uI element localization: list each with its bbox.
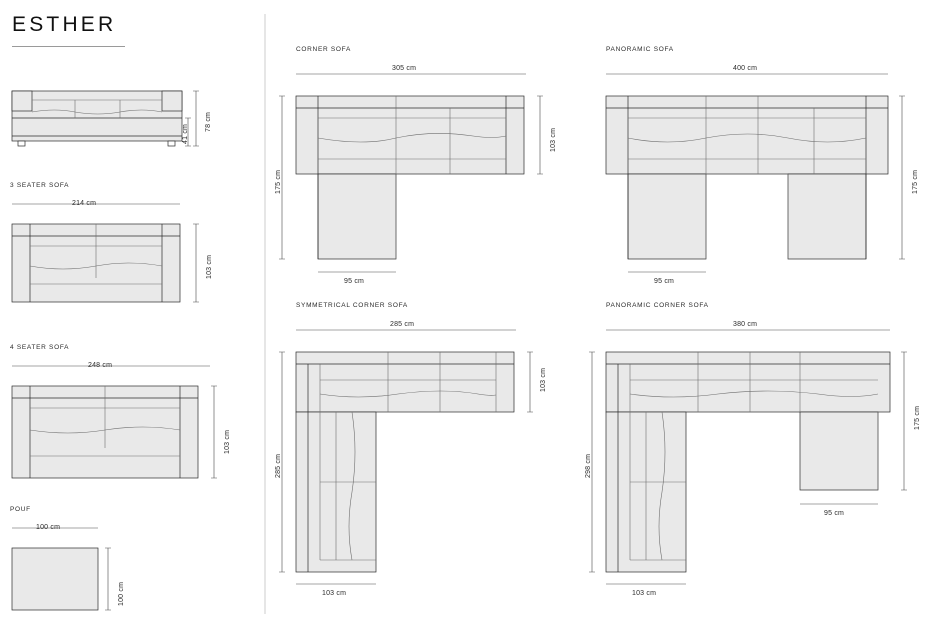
product-panoramic-corner-arm-right-dim: 95 cm: [824, 510, 845, 517]
product-label: PANORAMIC SOFA: [606, 46, 674, 53]
product-panoramic-corner-seat-height-dim: 175 cm: [914, 405, 921, 430]
product-pouf-height-dim: 100 cm: [118, 581, 125, 606]
product-panoramic-corner-width-dim: 380 cm: [733, 321, 758, 328]
product-3-seater-height-dim: 103 cm: [206, 254, 213, 279]
product-pouf: [10, 506, 140, 616]
product-label: 4 SEATER SOFA: [10, 344, 70, 351]
product-corner-drawing: [268, 56, 568, 296]
product-corner-width-dim: 305 cm: [392, 65, 417, 72]
brand-block: [12, 12, 132, 47]
product-panoramic-sofa: [578, 46, 923, 296]
product-symmetrical-width-dim: 285 cm: [390, 321, 415, 328]
product-symmetrical-seat-height-dim: 103 cm: [540, 367, 547, 392]
product-symmetrical-corner-sofa: [268, 302, 568, 622]
product-corner-depth-dim: 175 cm: [275, 169, 282, 194]
product-panoramic-corner-drawing: [578, 312, 923, 612]
product-3-seater-sofa: [10, 182, 240, 307]
product-3-seater-width-dim: 214 cm: [72, 200, 97, 207]
brand-divider: [12, 46, 125, 47]
product-4-seater-height-dim: 103 cm: [224, 429, 231, 454]
product-label: CORNER SOFA: [296, 46, 352, 53]
product-label: POUF: [10, 506, 31, 513]
product-label: 3 SEATER SOFA: [10, 182, 70, 189]
sofa-side-view: [10, 86, 230, 166]
product-panoramic-arm-width-dim: 95 cm: [654, 278, 675, 285]
product-label: PANORAMIC CORNER SOFA: [606, 302, 709, 309]
product-label: SYMMETRICAL CORNER SOFA: [296, 302, 408, 309]
product-panoramic-depth-dim: 175 cm: [912, 169, 919, 194]
product-4-seater-sofa: [10, 344, 250, 484]
product-corner-sofa: [268, 46, 568, 296]
side-view-total-height-dim: 78 cm: [205, 111, 212, 132]
product-panoramic-corner-depth-dim: 298 cm: [585, 453, 592, 478]
product-panoramic-drawing: [578, 56, 923, 296]
product-symmetrical-corner-drawing: [268, 312, 568, 612]
brand-title: ESTHER: [12, 13, 117, 36]
product-panoramic-width-dim: 400 cm: [733, 65, 758, 72]
product-symmetrical-depth-dim: 285 cm: [275, 453, 282, 478]
product-4-seater-width-dim: 248 cm: [88, 362, 113, 369]
sofa-side-view-drawing: [10, 86, 230, 166]
side-view-seat-height-dim: 41 cm: [182, 123, 189, 144]
product-4-seater-drawing: [10, 356, 250, 491]
product-pouf-width-dim: 100 cm: [36, 524, 61, 531]
product-corner-seat-height-dim: 103 cm: [550, 127, 557, 152]
product-symmetrical-arm-width-dim: 103 cm: [322, 590, 347, 597]
column-divider: [264, 14, 266, 614]
product-panoramic-corner-arm-bottom-dim: 103 cm: [632, 590, 657, 597]
product-corner-arm-width-dim: 95 cm: [344, 278, 365, 285]
product-panoramic-corner-sofa: [578, 302, 923, 622]
